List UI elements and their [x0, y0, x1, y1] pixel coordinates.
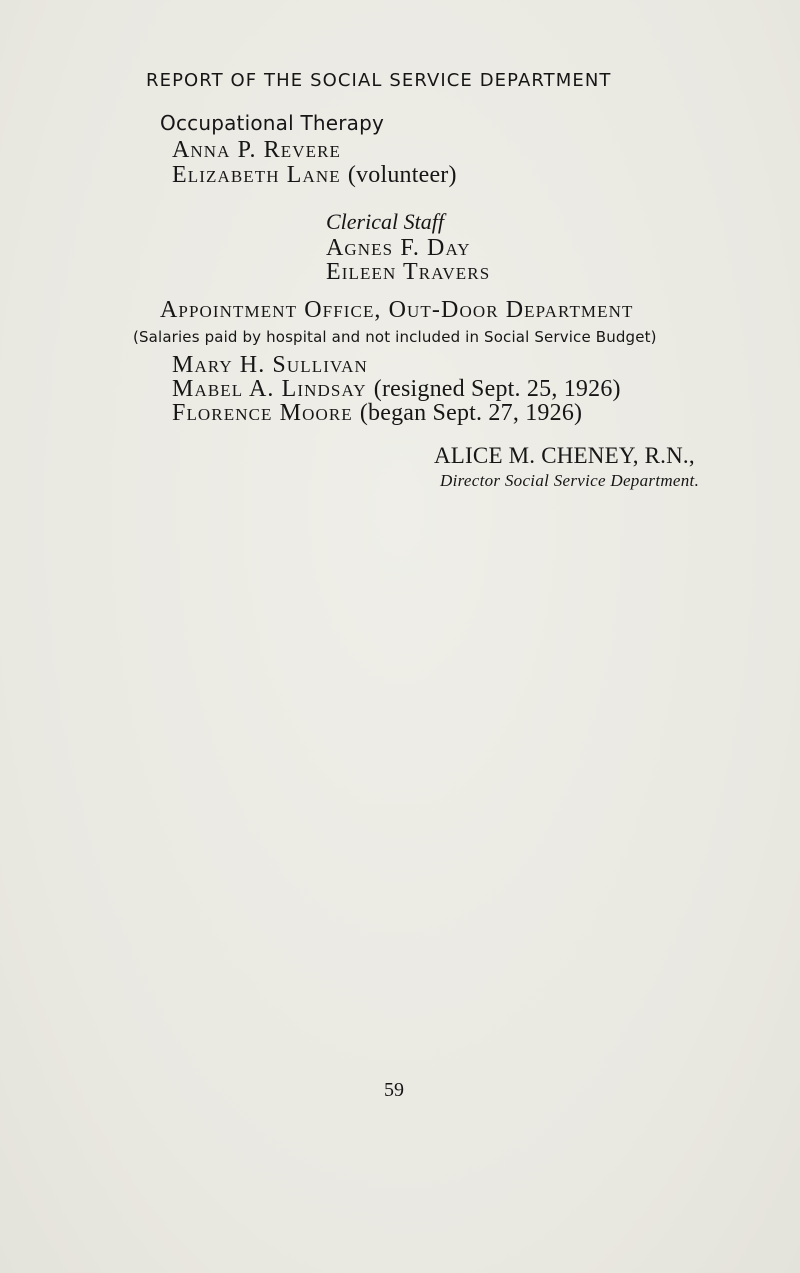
staff-name-text: Anna P. Revere	[172, 137, 342, 163]
appointment-office-heading: Appointment Office, Out-Door Department	[160, 297, 634, 323]
clerical-staff-heading: Clerical Staff	[326, 209, 444, 234]
staff-name	[172, 353, 368, 377]
staff-note: (resigned Sept. 25, 1926)	[373, 376, 621, 402]
staff-name	[172, 138, 341, 162]
staff-name-text: Florence Moore	[172, 400, 353, 426]
staff-name: Eileen Travers	[326, 259, 491, 285]
staff-name-text: Mary H. Sullivan	[172, 352, 368, 378]
staff-note: (began Sept. 27, 1926)	[359, 400, 583, 426]
staff-name: Agnes F. Day	[326, 235, 471, 261]
staff-name	[172, 163, 457, 187]
signature-title: Director Social Service Department.	[440, 471, 700, 490]
signature-name: ALICE M. CHENEY, R.N.,	[434, 443, 695, 468]
page-header: REPORT OF THE SOCIAL SERVICE DEPARTMENT	[146, 70, 612, 91]
staff-name	[172, 377, 621, 401]
staff-note: (volunteer)	[347, 162, 457, 188]
page-number: 59	[384, 1079, 404, 1101]
staff-name-text: Elizabeth Lane	[172, 162, 341, 188]
staff-name	[172, 401, 582, 425]
staff-name-text: Mabel A. Lindsay	[172, 376, 367, 402]
occupational-therapy-heading: Occupational Therapy	[160, 111, 385, 135]
salary-note: (Salaries paid by hospital and not included in Social Service Budget)	[133, 328, 657, 346]
